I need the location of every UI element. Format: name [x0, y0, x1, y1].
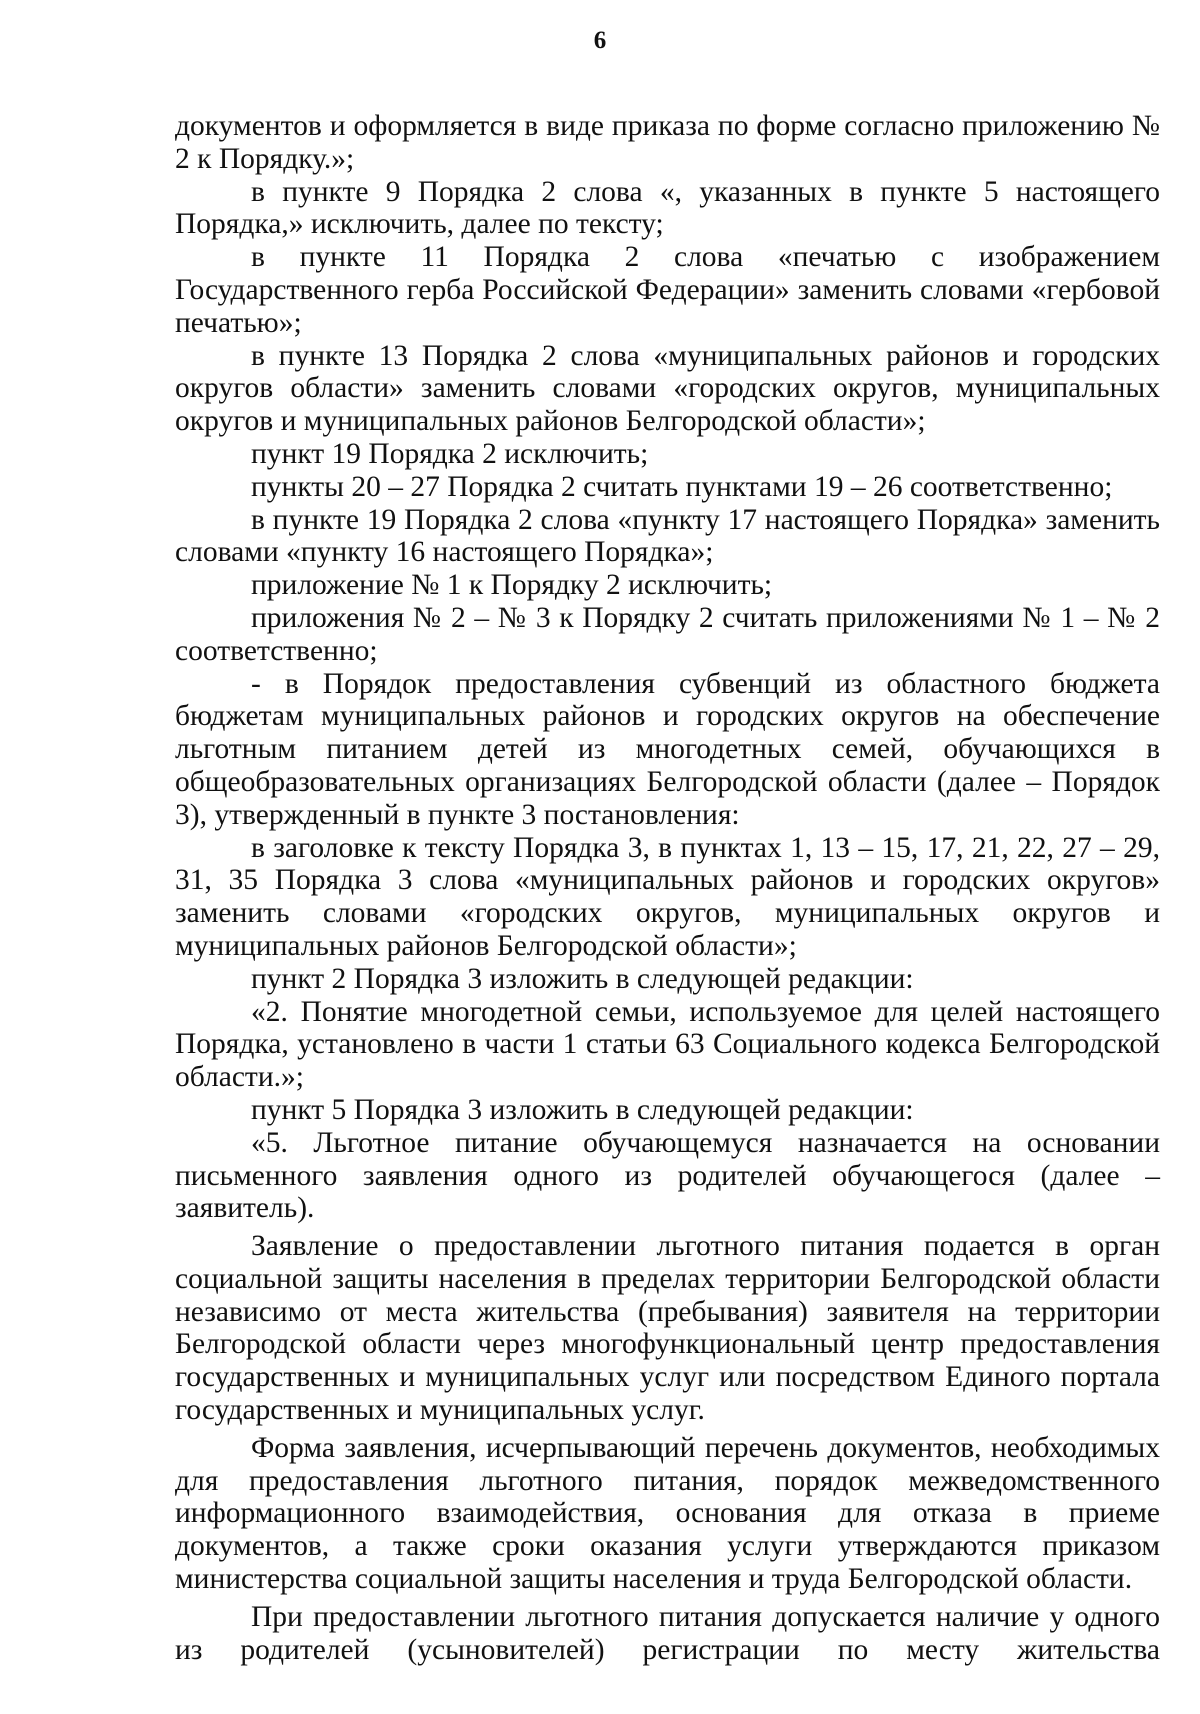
paragraph: Форма заявления, исчерпывающий перечень документов, необходимых для предоставления льготного питания, порядок межведомственного информационного взаимодействия, основания для отказа в приеме документов, а также сроки оказания услуги утверждаются приказом министерства социальной защиты населения и труда Белгородской области.: [175, 1431, 1160, 1596]
paragraph: «5. Льготное питание обучающемуся назначается на основании письменного заявления одного из родителей обучающегося (далее – заявитель).: [175, 1126, 1160, 1225]
paragraph: приложения № 2 – № 3 к Порядку 2 считать приложениями № 1 – № 2 соответственно;: [175, 601, 1160, 667]
paragraph: пункт 2 Порядка 3 изложить в следующей редакции:: [251, 962, 914, 995]
paragraph: в пункте 19 Порядка 2 слова «пункту 17 настоящего Порядка» заменить словами «пункту 16 настоящего Порядка»;: [175, 503, 1160, 569]
page-number: 6: [593, 27, 607, 54]
paragraph: пункт 19 Порядка 2 исключить;: [251, 437, 649, 470]
paragraph: в заголовке к тексту Порядка 3, в пунктах 1, 13 – 15, 17, 21, 22, 27 – 29, 31, 35 Порядка 3 слова «муниципальных районов и городских округов» заменить словами «городских округов, муниципальных округов и муниципальных районов Белгородской области»;: [175, 831, 1160, 962]
paragraph: пункты 20 – 27 Порядка 2 считать пунктами 19 – 26 соответственно;: [251, 470, 1113, 503]
paragraph: пункт 5 Порядка 3 изложить в следующей редакции:: [251, 1093, 914, 1126]
paragraph: «2. Понятие многодетной семьи, используемое для целей настоящего Порядка, установлено в части 1 статьи 63 Социального кодекса Белгородской области.»;: [175, 995, 1160, 1094]
paragraph: - в Порядок предоставления субвенций из областного бюджета бюджетам муниципальных районов и городских округов на обеспечение льготным питанием детей из многодетных семей, обучающихся в общеобразовательных организациях Белгородской области (далее – Порядок 3), утвержденный в пункте 3 постановления:: [175, 667, 1160, 831]
paragraph: При предоставлении льготного питания допускается наличие у одного из родителей (усыновителей) регистрации по месту жительства: [175, 1600, 1160, 1666]
document-body: [175, 110, 1160, 1666]
paragraph: в пункте 13 Порядка 2 слова «муниципальных районов и городских округов области» заменить словами «городских округов, муниципальных округов и муниципальных районов Белгородской области»;: [175, 339, 1160, 438]
paragraph: в пункте 9 Порядка 2 слова «, указанных в пункте 5 настоящего Порядка,» исключить, далее по тексту;: [175, 175, 1160, 241]
paragraph: документов и оформляется в виде приказа по форме согласно приложению № 2 к Порядку.»;: [175, 110, 1160, 175]
paragraph: в пункте 11 Порядка 2 слова «печатью с изображением Государственного герба Российской Федерации» заменить словами «гербовой печатью»;: [175, 241, 1160, 339]
paragraph: приложение № 1 к Порядку 2 исключить;: [251, 569, 773, 602]
paragraph: Заявление о предоставлении льготного питания подается в орган социальной защиты населения в пределах территории Белгородской области независимо от места жительства (пребывания) заявителя на территории Белгородской области через многофункциональный центр предоставления государственных и муниципальных услуг или посредством Единого портала государственных и муниципальных услуг.: [175, 1230, 1160, 1427]
